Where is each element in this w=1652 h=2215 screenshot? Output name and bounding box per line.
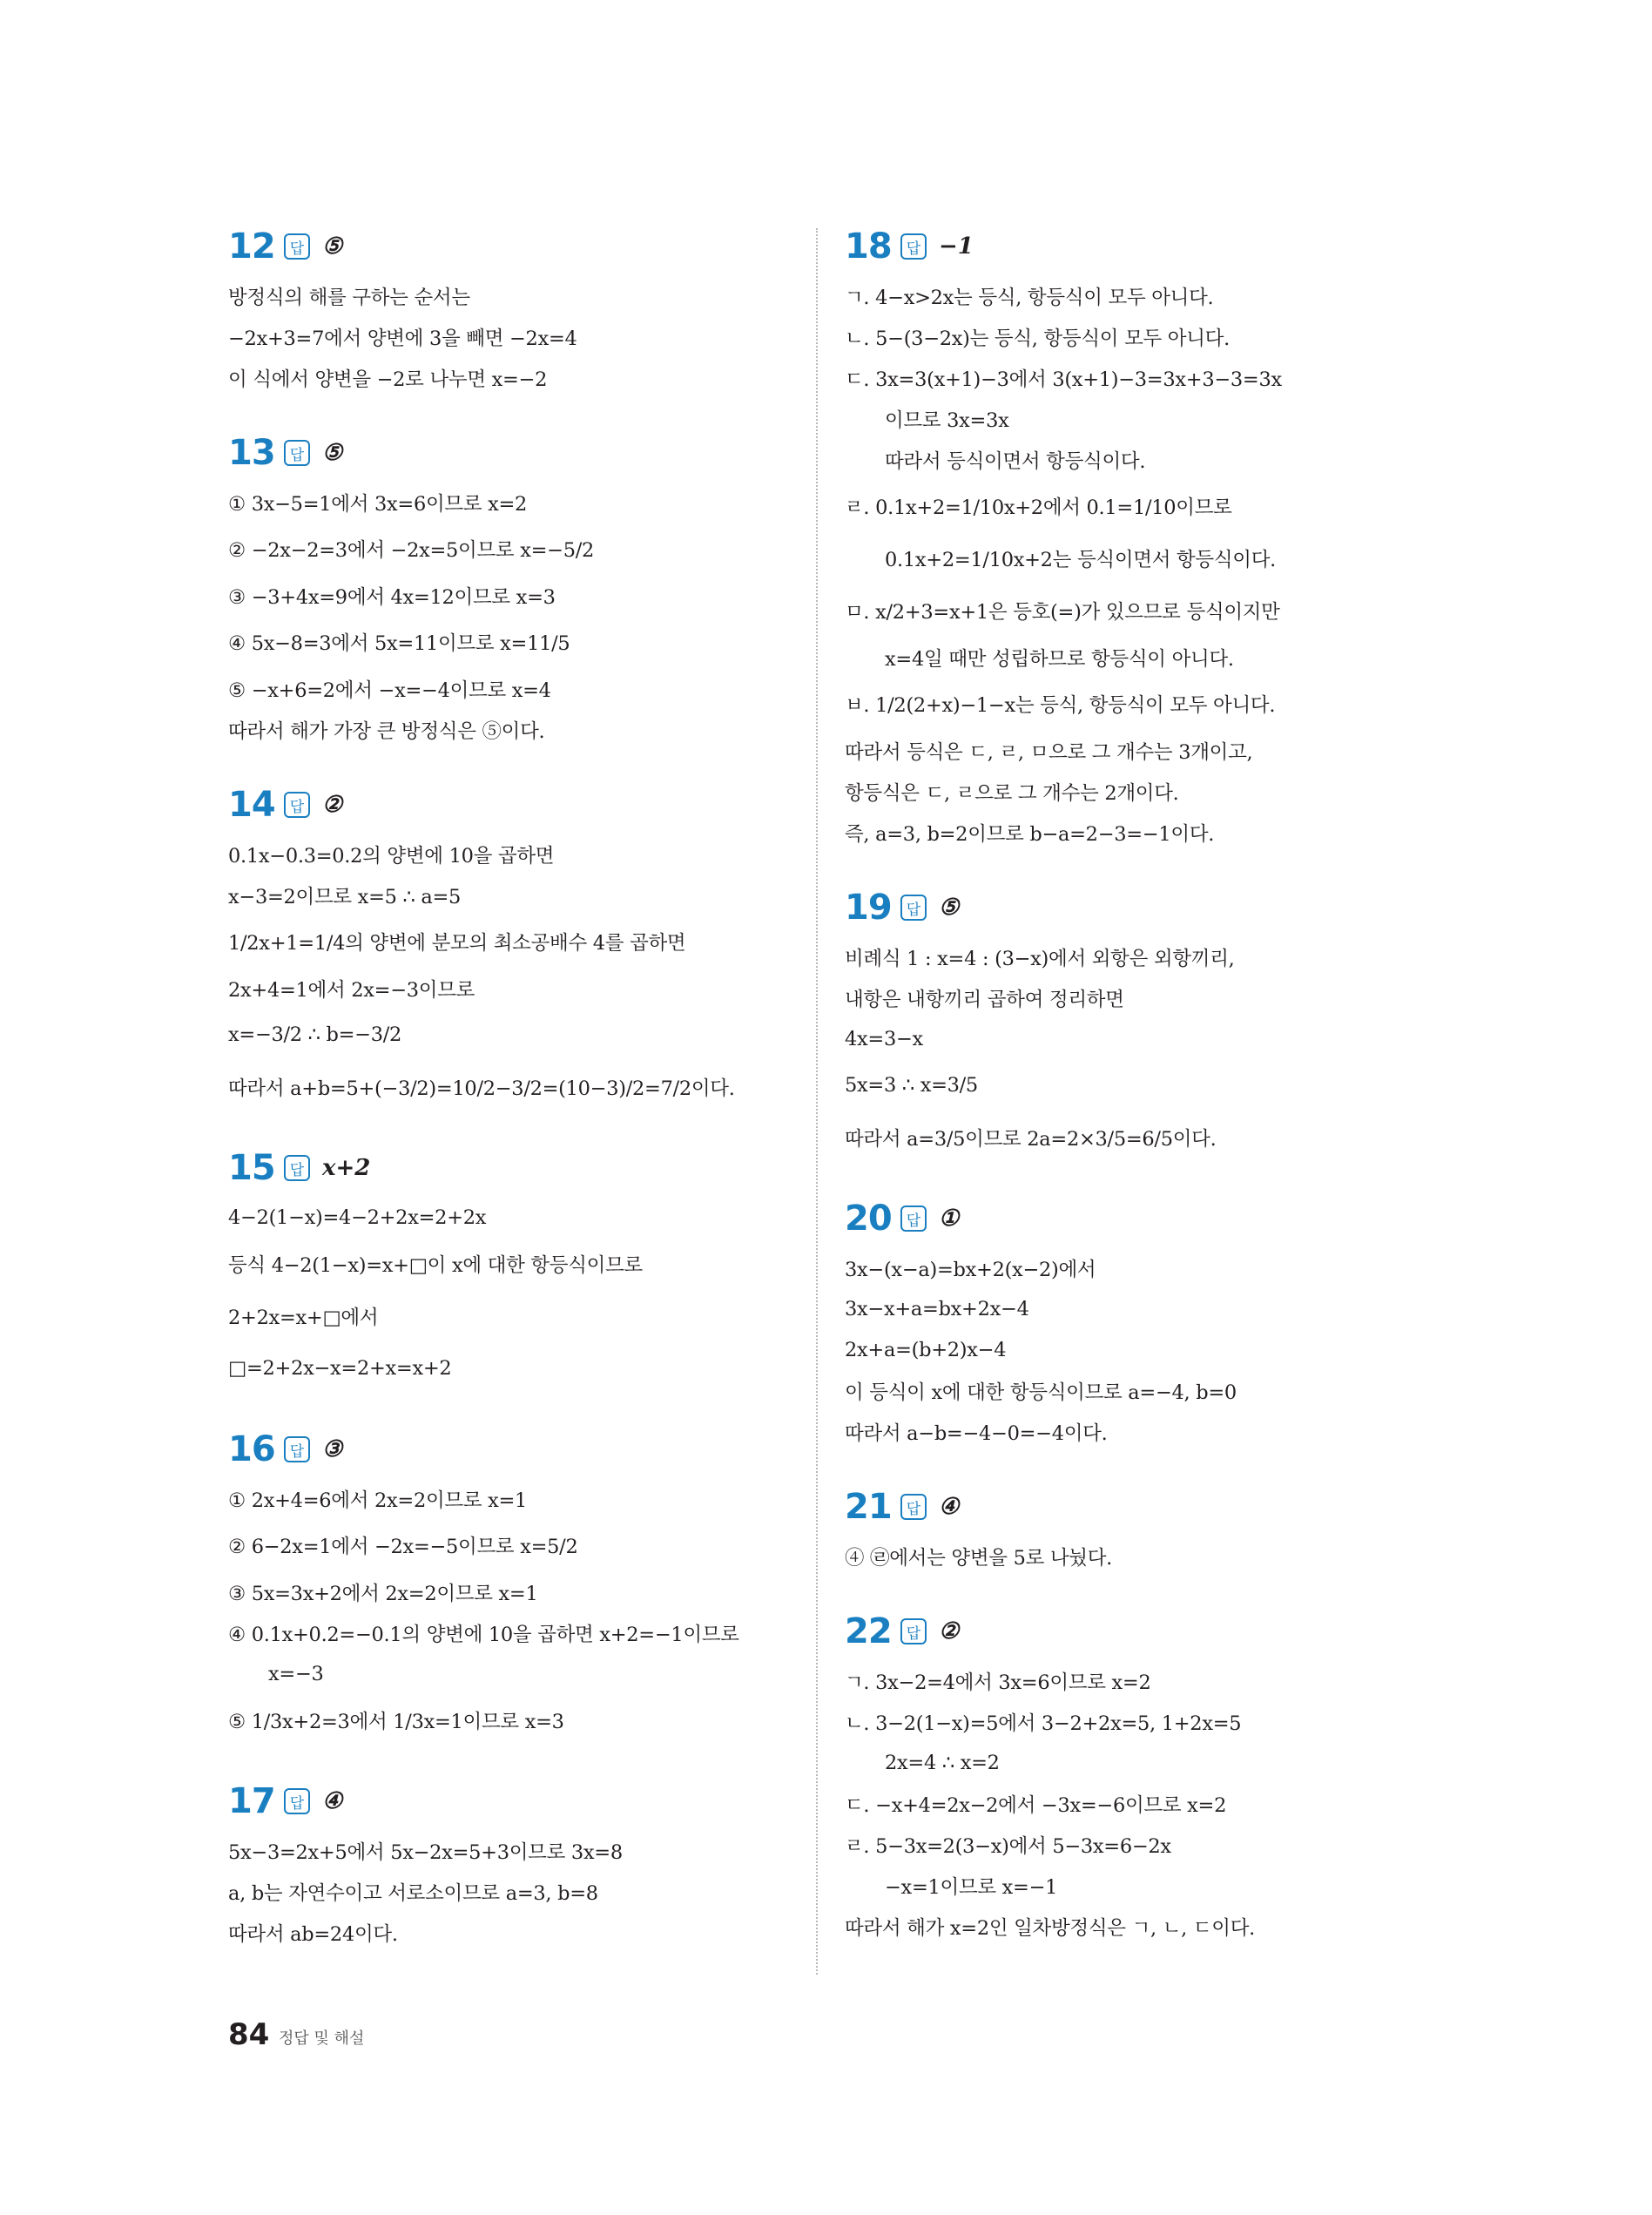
problem-header <box>845 225 1402 268</box>
solution-line: ㄱ. 4−x>2x는 등식, 항등식이 모두 아니다. <box>845 286 1214 309</box>
answer-badge: 답 <box>284 1436 310 1462</box>
answer-value: ② <box>939 1618 960 1644</box>
page-label: 정답 및 해설 <box>279 2029 365 2048</box>
problem-16 <box>228 1428 786 1746</box>
solution-line: ③ −3+4x=9에서 4x=12이므로 x=3 <box>228 585 556 609</box>
solution-line: 0.1x+2=1/10x+2는 등식이면서 항등식이다. <box>885 549 1277 571</box>
solution-line: ④ ㉣에서는 양변을 5로 나눴다. <box>845 1546 1113 1570</box>
solution-line: 항등식은 ㄷ, ㄹ으로 그 개수는 2개이다. <box>845 781 1179 805</box>
answer-badge: 답 <box>900 1205 927 1232</box>
solution-line: 4x=3−x <box>845 1027 923 1050</box>
solution-line: 2+2x=x+□에서 <box>228 1307 379 1329</box>
problem-13 <box>228 431 786 750</box>
left-column <box>228 225 786 1986</box>
solution-line: 2x=4 ∴ x=2 <box>885 1751 1000 1774</box>
problem-number: 21 <box>845 1487 892 1527</box>
solution-line: 이 등식이 x에 대한 항등식이므로 a=−4, b=0 <box>845 1381 1237 1404</box>
answer-badge: 답 <box>284 1788 310 1814</box>
solution-line: 2x+a=(b+2)x−4 <box>845 1338 1007 1361</box>
solution-line: −x=1이므로 x=−1 <box>885 1875 1058 1899</box>
answer-value: ④ <box>322 1788 343 1814</box>
problem-number: 13 <box>228 433 275 473</box>
answer-value: ⑤ <box>939 895 960 921</box>
problem-14 <box>228 783 786 1113</box>
solution-line: 등식 4−2(1−x)=x+□이 x에 대한 항등식이므로 <box>228 1254 643 1277</box>
page-number: 84 <box>228 2017 270 2052</box>
answer-badge: 답 <box>284 233 310 260</box>
solution-line: ② 6−2x=1에서 −2x=−5이므로 x=5/2 <box>228 1536 578 1558</box>
solution-line: 따라서 등식은 ㄷ, ㄹ, ㅁ으로 그 개수는 3개이고, <box>845 740 1253 764</box>
solution-line: 따라서 a=3/5이므로 2a=2×3/5=6/5이다. <box>845 1128 1217 1151</box>
solution-line: ④ 0.1x+0.2=−0.1의 양변에 10을 곱하면 x+2=−1이므로 <box>228 1623 739 1646</box>
problem-number: 19 <box>845 888 892 928</box>
solution-line: ㅁ. x/2+3=x+1은 등호(=)가 있으므로 등식이지만 <box>845 601 1280 624</box>
problem-header <box>228 1428 786 1471</box>
solution-line: ④ 5x−8=3에서 5x=11이므로 x=11/5 <box>228 632 570 655</box>
problem-15 <box>228 1146 786 1395</box>
solution-line: ⑤ 1/3x+2=3에서 1/3x=1이므로 x=3 <box>228 1711 564 1733</box>
solution-line: 3x−x+a=bx+2x−4 <box>845 1297 1029 1320</box>
solution-line: x=4일 때만 성립하므로 항등식이 아니다. <box>885 647 1234 671</box>
solution-line: 이므로 3x=3x <box>885 409 1009 432</box>
solution-line: −2x+3=7에서 양변에 3을 빼면 −2x=4 <box>228 327 577 350</box>
solution-line: ① 2x+4=6에서 2x=2이므로 x=1 <box>228 1489 528 1512</box>
answer-value: ④ <box>939 1494 960 1520</box>
answer-badge: 답 <box>284 792 310 818</box>
solution-line: ㄱ. 3x−2=4에서 3x=6이므로 x=2 <box>845 1671 1151 1694</box>
solution-line: □=2+2x−x=2+x=x+2 <box>228 1357 452 1380</box>
problem-header <box>228 783 786 827</box>
problem-number: 20 <box>845 1199 892 1239</box>
solution-line: 따라서 a+b=5+(−3/2)=10/2−3/2=(10−3)/2=7/2이다. <box>228 1077 735 1100</box>
solution-line: 5x−3=2x+5에서 5x−2x=5+3이므로 3x=8 <box>228 1840 623 1864</box>
solution-line: ㄴ. 5−(3−2x)는 등식, 항등식이 모두 아니다. <box>845 327 1230 350</box>
answer-badge: 답 <box>900 1494 927 1520</box>
solution-line: ③ 5x=3x+2에서 2x=2이므로 x=1 <box>228 1582 538 1605</box>
problem-header <box>228 225 786 268</box>
problem-header <box>228 1146 786 1190</box>
solution-line: 0.1x−0.3=0.2의 양변에 10을 곱하면 <box>228 844 555 868</box>
problem-header <box>845 886 1402 929</box>
problem-header <box>845 1610 1402 1653</box>
problem-number: 17 <box>228 1781 275 1821</box>
solution-line: ㄴ. 3−2(1−x)=5에서 3−2+2x=5, 1+2x=5 <box>845 1712 1242 1735</box>
problem-number: 22 <box>845 1611 892 1651</box>
solution-line: 따라서 ab=24이다. <box>228 1922 398 1946</box>
solution-line: ㄷ. −x+4=2x−2에서 −3x=−6이므로 x=2 <box>845 1793 1227 1817</box>
problem-12 <box>228 225 786 398</box>
solution-line: 3x−(x−a)=bx+2(x−2)에서 <box>845 1258 1096 1281</box>
solution-line: x−3=2이므로 x=5 ∴ a=5 <box>228 885 462 908</box>
answer-value: ② <box>322 792 343 818</box>
problem-number: 12 <box>228 226 275 267</box>
solution-line: ② −2x−2=3에서 −2x=5이므로 x=−5/2 <box>228 539 595 562</box>
answer-value: ① <box>939 1205 960 1232</box>
solution-line: 따라서 해가 x=2인 일차방정식은 ㄱ, ㄴ, ㄷ이다. <box>845 1916 1256 1940</box>
solution-line: 즉, a=3, b=2이므로 b−a=2−3=−1이다. <box>845 822 1215 846</box>
solution-line: ㅂ. 1/2(2+x)−1−x는 등식, 항등식이 모두 아니다. <box>845 694 1276 717</box>
solution-line: 따라서 등식이면서 항등식이다. <box>885 449 1146 473</box>
column-divider <box>816 228 818 1975</box>
answer-badge: 답 <box>900 895 927 921</box>
problem-number: 18 <box>845 226 892 267</box>
problem-header <box>845 1197 1402 1240</box>
solution-line: ⑤ −x+6=2에서 −x=−4이므로 x=4 <box>228 679 551 702</box>
solution-line: x=−3 <box>268 1662 324 1685</box>
solution-line: x=−3/2 ∴ b=−3/2 <box>228 1023 402 1046</box>
solution-line: 5x=3 ∴ x=3/5 <box>845 1074 978 1097</box>
problem-number: 16 <box>228 1429 275 1469</box>
problem-21 <box>845 1485 1402 1577</box>
problem-number: 15 <box>228 1148 275 1188</box>
solution-line: 방정식의 해를 구하는 순서는 <box>228 286 470 309</box>
solution-line: ㄹ. 5−3x=2(3−x)에서 5−3x=6−2x <box>845 1834 1171 1858</box>
problem-number: 14 <box>228 785 275 825</box>
answer-value: x+2 <box>322 1155 371 1181</box>
problem-18 <box>845 225 1402 853</box>
answer-value: ⑤ <box>322 233 343 260</box>
solution-line: 따라서 a−b=−4−0=−4이다. <box>845 1422 1108 1445</box>
solution-line: 1/2x+1=1/4의 양변에 분모의 최소공배수 4를 곱하면 <box>228 932 686 955</box>
answer-value: ③ <box>322 1436 343 1462</box>
problem-17 <box>228 1779 786 1953</box>
right-column <box>845 225 1402 1980</box>
problem-19 <box>845 886 1402 1164</box>
solution-line: 따라서 해가 가장 큰 방정식은 ⑤이다. <box>228 719 545 743</box>
solution-line: 내항은 내항끼리 곱하여 정리하면 <box>845 988 1124 1011</box>
problem-header <box>228 431 786 475</box>
solution-line: ㄷ. 3x=3(x+1)−3에서 3(x+1)−3=3x+3−3=3x <box>845 368 1282 391</box>
solution-line: 4−2(1−x)=4−2+2x=2+2x <box>228 1205 487 1229</box>
answer-badge: 답 <box>900 1618 927 1644</box>
answer-value: ⑤ <box>322 440 343 466</box>
solution-line: 비례식 1 : x=4 : (3−x)에서 외항은 외항끼리, <box>845 947 1235 970</box>
problem-header <box>845 1485 1402 1529</box>
problem-header <box>228 1779 786 1823</box>
answer-badge: 답 <box>284 440 310 466</box>
answer-badge: 답 <box>284 1155 310 1181</box>
solution-line: ㄹ. 0.1x+2=1/10x+2에서 0.1=1/10이므로 <box>845 496 1232 519</box>
problem-22 <box>845 1610 1402 1947</box>
answer-badge: 답 <box>900 233 927 260</box>
problem-20 <box>845 1197 1402 1452</box>
solution-line: a, b는 자연수이고 서로소이므로 a=3, b=8 <box>228 1881 598 1905</box>
answer-value: −1 <box>939 233 974 260</box>
solution-line: ① 3x−5=1에서 3x=6이므로 x=2 <box>228 492 528 516</box>
solution-line: 2x+4=1에서 2x=−3이므로 <box>228 978 475 1002</box>
solution-line: 이 식에서 양변을 −2로 나누면 x=−2 <box>228 368 548 391</box>
